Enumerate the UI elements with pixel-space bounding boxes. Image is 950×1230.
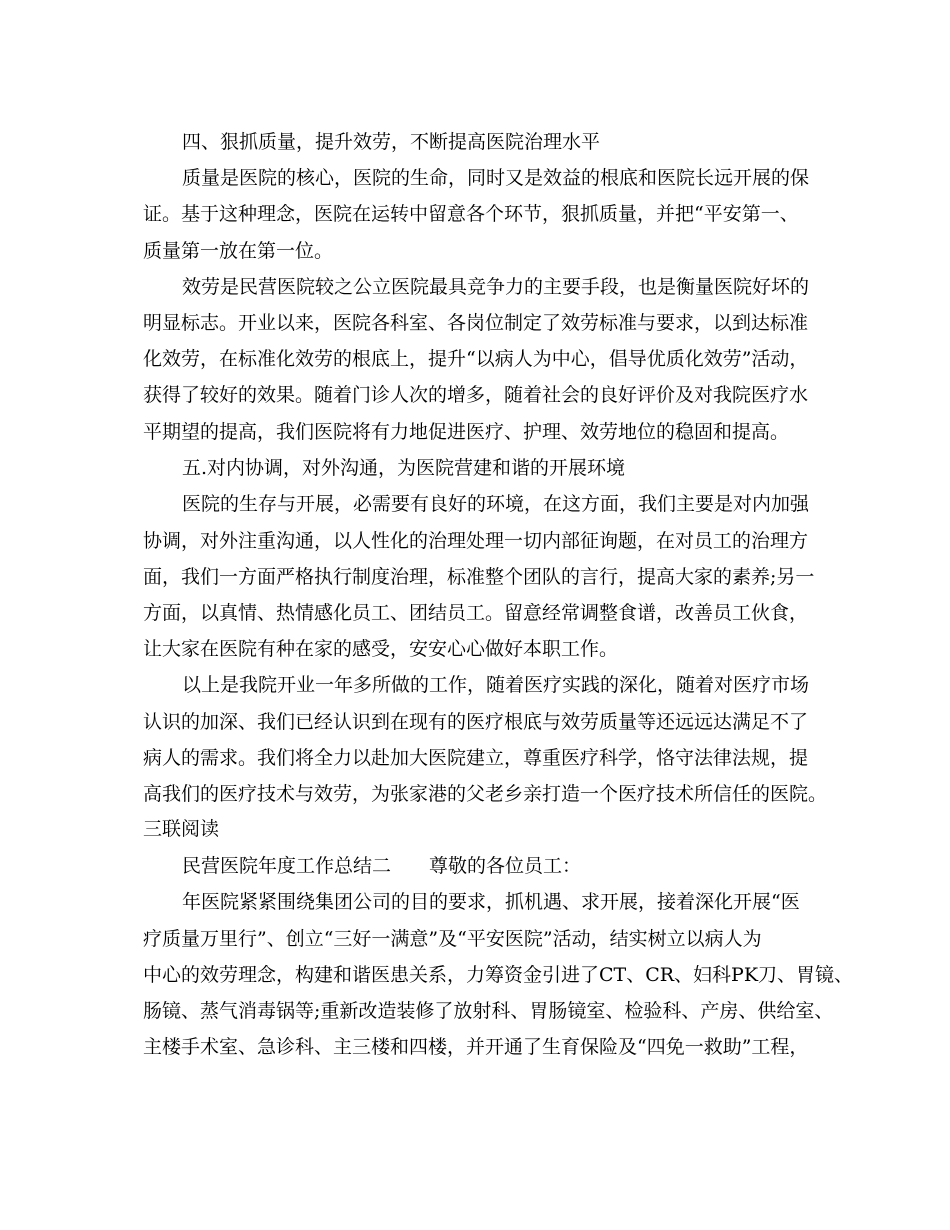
paragraph-line: 年医院紧紧围绕集团公司的目的要求，抓机遇、求开展，接着深化开展“医 bbox=[182, 891, 800, 913]
paragraph-line: 主楼手术室、急诊科、主三楼和四楼，并开通了生育保险及“四免一救助”工程， bbox=[143, 1036, 809, 1058]
paragraph-line: 证。基于这种理念，医院在运转中留意各个环节，狠抓质量，并把“平安第一、 bbox=[143, 203, 799, 225]
paragraph-line: 协调，对外注重沟通，以人性化的治理处理一切内部征询题，在对员工的治理方 bbox=[143, 530, 809, 552]
paragraph-line: 质量第一放在第一位。 bbox=[143, 240, 334, 262]
paragraph-line: 方面，以真情、热情感化员工、团结员工。留意经常调整食谱，改善员工伙食， bbox=[143, 602, 809, 624]
paragraph-line: 医院的生存与开展，必需要有良好的环境，在这方面，我们主要是对内加强 bbox=[182, 493, 810, 515]
paragraph-line: 病人的需求。我们将全力以赴加大医院建立，尊重医疗科学，恪守法律法规，提 bbox=[143, 747, 809, 769]
sanlian-reading-label: 三联阅读 bbox=[143, 818, 220, 840]
paragraph-line: 面，我们一方面严格执行制度治理，标准整个团队的言行，提高大家的素养;另一 bbox=[143, 566, 815, 588]
paragraph-line: 疗质量万里行”、创立“三好一满意”及“平安医院”活动，结实树立以病人为 bbox=[143, 928, 762, 950]
article-two-title: 民营医院年度工作总结二 尊敬的各位员工： bbox=[182, 855, 582, 877]
paragraph-line: 化效劳，在标准化效劳的根底上，提升“以病人为中心，倡导优质化效劳”活动， bbox=[143, 348, 809, 370]
paragraph-line: 中心的效劳理念，构建和谐医患关系，力筹资金引进了CT、CR、妇科PK刀、胃镜、 bbox=[143, 964, 854, 986]
section-heading-four: 四、狠抓质量，提升效劳，不断提高医院治理水平 bbox=[182, 131, 601, 153]
paragraph-line: 平期望的提高，我们医院将有力地促进医疗、护理、效劳地位的稳固和提高。 bbox=[143, 421, 790, 443]
paragraph-line: 以上是我院开业一年多所做的工作，随着医疗实践的深化，随着对医疗市场 bbox=[182, 674, 810, 696]
paragraph-line: 高我们的医疗技术与效劳，为张家港的父老乡亲打造一个医疗技术所信任的医院。 bbox=[143, 783, 828, 805]
paragraph-line: 肠镜、蒸气消毒锅等;重新改造装修了放射科、胃肠镜室、检验科、产房、供给室、 bbox=[143, 1000, 834, 1022]
paragraph-line: 效劳是民营医院较之公立医院最具竞争力的主要手段，也是衡量医院好坏的 bbox=[182, 276, 810, 298]
paragraph-line: 获得了较好的效果。随着门诊人次的增多，随着社会的良好评价及对我院医疗水 bbox=[143, 384, 809, 406]
paragraph-line: 明显标志。开业以来，医院各科室、各岗位制定了效劳标准与要求，以到达标准 bbox=[143, 312, 809, 334]
paragraph-line: 质量是医院的核心，医院的生命，同时又是效益的根底和医院长远开展的保 bbox=[182, 167, 810, 189]
paragraph-line: 让大家在医院有种在家的感受，安安心心做好本职工作。 bbox=[143, 638, 619, 660]
paragraph-line: 认识的加深、我们已经认识到在现有的医疗根底与效劳质量等还远远达满足不了 bbox=[143, 711, 809, 733]
section-heading-five: 五.对内协调，对外沟通，为医院营建和谐的开展环境 bbox=[182, 457, 626, 479]
